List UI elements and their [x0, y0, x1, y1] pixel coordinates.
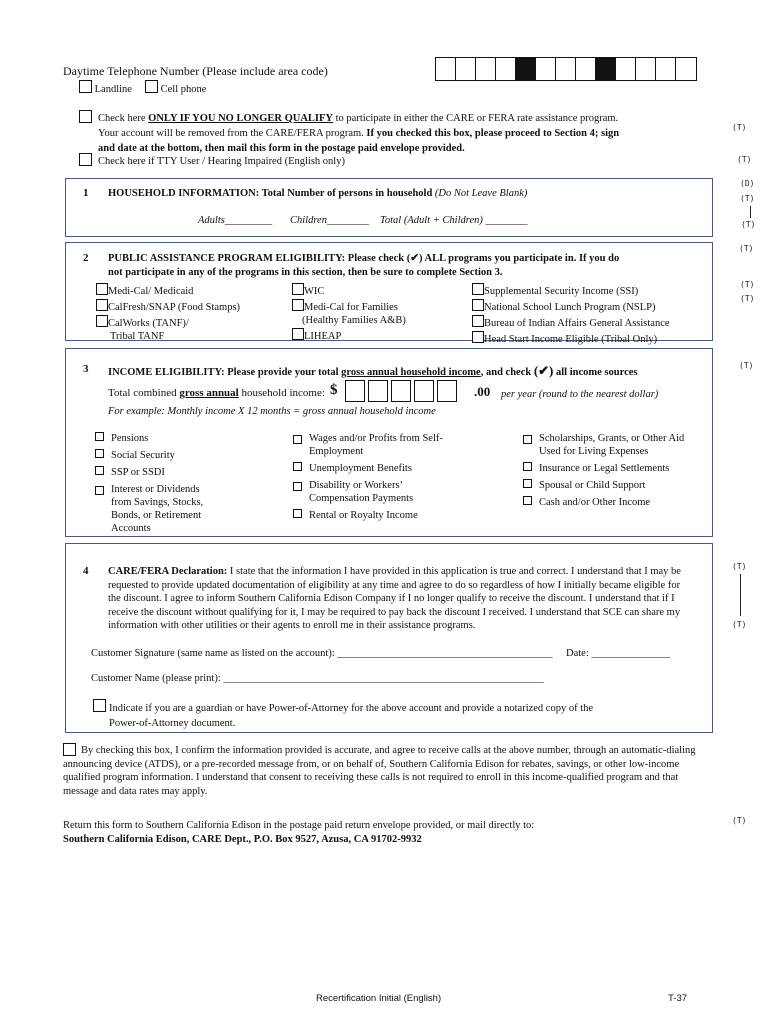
- public-assistance-section: [65, 242, 713, 345]
- landline-checkbox[interactable]: [79, 80, 92, 93]
- total-income-label: Total combined gross annual household income:: [108, 387, 325, 399]
- adults-field[interactable]: Adults_________: [198, 215, 273, 226]
- landline-label: Landline: [94, 84, 132, 95]
- per-year-note: per year (round to the nearest dollar): [501, 389, 659, 400]
- income-item[interactable]: Interest or Dividends from Savings, Stocks, Bonds, or Retirement Accounts: [95, 483, 255, 535]
- income-col2: [293, 432, 473, 526]
- poa-text: Indicate if you are a guardian or have Power-of-Attorney for the above account and provide a notarized copy of the Power-of-Attorney document.: [109, 703, 594, 729]
- income-item[interactable]: Spousal or Child Support: [523, 479, 703, 492]
- income-item[interactable]: Cash and/or Other Income: [523, 496, 703, 509]
- margin-mark: (T): [740, 280, 755, 289]
- margin-mark: (D): [740, 179, 755, 188]
- phone-label: Daytime Telephone Number (Please include area code): [63, 64, 328, 78]
- section1-title: HOUSEHOLD INFORMATION: Total Number of persons in household (Do Not Leave Blank): [108, 188, 528, 199]
- margin-mark: (T): [740, 194, 755, 203]
- total-field[interactable]: Total (Adult + Children) ________: [380, 215, 528, 226]
- income-item[interactable]: Unemployment Benefits: [293, 462, 473, 475]
- children-field[interactable]: Children________: [290, 215, 369, 226]
- phone-number-grid[interactable]: [435, 57, 697, 81]
- section1-number: 1: [83, 187, 89, 199]
- opt-out-text: Check here ONLY IF YOU NO LONGER QUALIFY to participate in either the CARE or FERA rate assistance program. Your account will be removed from the CARE/FERA program. If you checked this box, please proceed to Section 4; sign and date at the bottom, then mail this form in the postage paid envelope provided.: [98, 113, 620, 154]
- section2-title: PUBLIC ASSISTANCE PROGRAM ELIGIBILITY: Please check (✔) ALL programs you participate in. If you do not participate in any of the programs in this section, then be sure to complete Section 3.: [108, 253, 620, 278]
- declaration-section: [65, 543, 713, 733]
- section2-col1: Medi-Cal/ Medicaid CalFresh/SNAP (Food Stamps) CalWorks (TANF)/ Tribal TANF: [96, 283, 240, 343]
- margin-mark: (T): [739, 244, 754, 253]
- income-item[interactable]: Pensions: [95, 432, 255, 445]
- margin-mark: (T): [732, 123, 747, 132]
- program-item[interactable]: CalFresh/SNAP (Food Stamps): [96, 299, 240, 314]
- program-item[interactable]: LIHEAP: [292, 328, 406, 343]
- margin-bar: [740, 574, 741, 616]
- margin-mark: (T): [732, 816, 747, 825]
- household-section: [65, 178, 713, 237]
- customer-name-line[interactable]: Customer Name (please print): _____________________________________________________________: [91, 673, 544, 684]
- program-item[interactable]: Head Start Income Eligible (Tribal Only): [472, 331, 670, 346]
- income-col3: [523, 432, 703, 513]
- section3-title: INCOME ELIGIBILITY: Please provide your total gross annual household income, and check (✔) all income sources: [108, 363, 638, 378]
- margin-mark: (T): [741, 220, 756, 229]
- income-item[interactable]: Social Security: [95, 449, 255, 462]
- declaration-text: CARE/FERA Declaration: I state that the information I have provided in this application is true and correct. I understand that I may be requested to provide updated documentation of eligibility at any time and agree to do so regardless of how I initially became eligible for the discount. I agree to inform Southern California Edison Company if I no longer qualify to receive the discount. I understand that if I receive the discount without qualifying for it, I may be required to pay back the discount I received. I understand that SCE can share my information with other utilities or their agents to enroll me in their assistance programs.: [108, 566, 681, 631]
- signature-line[interactable]: Customer Signature (same name as listed on the account): _________________________________________: [91, 648, 553, 659]
- program-item[interactable]: Supplemental Security Income (SSI): [472, 283, 670, 298]
- margin-mark: (T): [732, 620, 747, 629]
- footer-form-name: Recertification Initial (English): [316, 993, 442, 1004]
- income-amount-boxes[interactable]: [345, 380, 457, 402]
- section3-number: 3: [83, 363, 89, 375]
- income-item[interactable]: Disability or Workers’ Compensation Payments: [293, 479, 473, 505]
- poa-checkbox[interactable]: [93, 699, 106, 712]
- income-item[interactable]: Wages and/or Profits from Self-Employment: [293, 432, 473, 458]
- tty-label: Check here if TTY User / Hearing Impaired (English only): [98, 156, 345, 167]
- margin-mark: (T): [739, 361, 754, 370]
- consent-text: By checking this box, I confirm the information provided is accurate, and agree to receive calls at the above number, through an automatic-dialing announcing device (ATDS), or a pre-recorded message from, or on behalf of, Southern California Edison for rebates, savings, or other low-income qualified program information. I understand that consent to receiving these calls is not required to enroll in this income-qualified program and that message and data rates may apply.: [63, 745, 696, 797]
- margin-mark: (T): [740, 294, 755, 303]
- section2-col2: WIC Medi-Cal for Families (Healthy Families A&B) LIHEAP: [292, 283, 406, 343]
- program-item[interactable]: National School Lunch Program (NSLP): [472, 299, 670, 314]
- margin-mark: (T): [737, 155, 752, 164]
- income-item[interactable]: Rental or Royalty Income: [293, 509, 473, 522]
- margin-mark: (T): [732, 562, 747, 571]
- program-item[interactable]: Medi-Cal for Families: [292, 299, 406, 314]
- program-item[interactable]: Bureau of Indian Affairs General Assistance: [472, 315, 670, 330]
- section2-number: 2: [83, 252, 89, 264]
- income-example: For example: Monthly income X 12 months = gross annual household income: [108, 406, 436, 417]
- section4-number: 4: [83, 565, 89, 577]
- section2-col3: [472, 283, 670, 346]
- date-line[interactable]: Date: _______________: [566, 648, 671, 659]
- program-item[interactable]: WIC: [292, 283, 406, 298]
- tty-checkbox[interactable]: [79, 153, 92, 166]
- program-item[interactable]: Medi-Cal/ Medicaid: [96, 283, 240, 298]
- return-instructions: Return this form to Southern California Edison in the postage paid return envelope provided, or mail directly to: Southern California Edison, CARE Dept., P.O. Box 9527, Azusa, CA 91702-9932: [63, 820, 535, 845]
- income-item[interactable]: Insurance or Legal Settlements: [523, 462, 703, 475]
- dollar-sign: $: [330, 382, 338, 398]
- income-col1: [95, 432, 255, 539]
- opt-out-checkbox[interactable]: [79, 110, 92, 123]
- program-item[interactable]: CalWorks (TANF)/: [96, 315, 240, 330]
- margin-bar: [750, 206, 751, 218]
- income-item[interactable]: SSP or SSDI: [95, 466, 255, 479]
- footer-form-code: T-37: [668, 993, 688, 1004]
- cell-checkbox[interactable]: [145, 80, 158, 93]
- cell-label: Cell phone: [160, 84, 207, 95]
- income-item[interactable]: Scholarships, Grants, or Other Aid Used for Living Expenses: [523, 432, 703, 458]
- cell-option[interactable]: [145, 80, 206, 95]
- cents-label: .00: [474, 384, 491, 399]
- landline-option[interactable]: [79, 80, 132, 95]
